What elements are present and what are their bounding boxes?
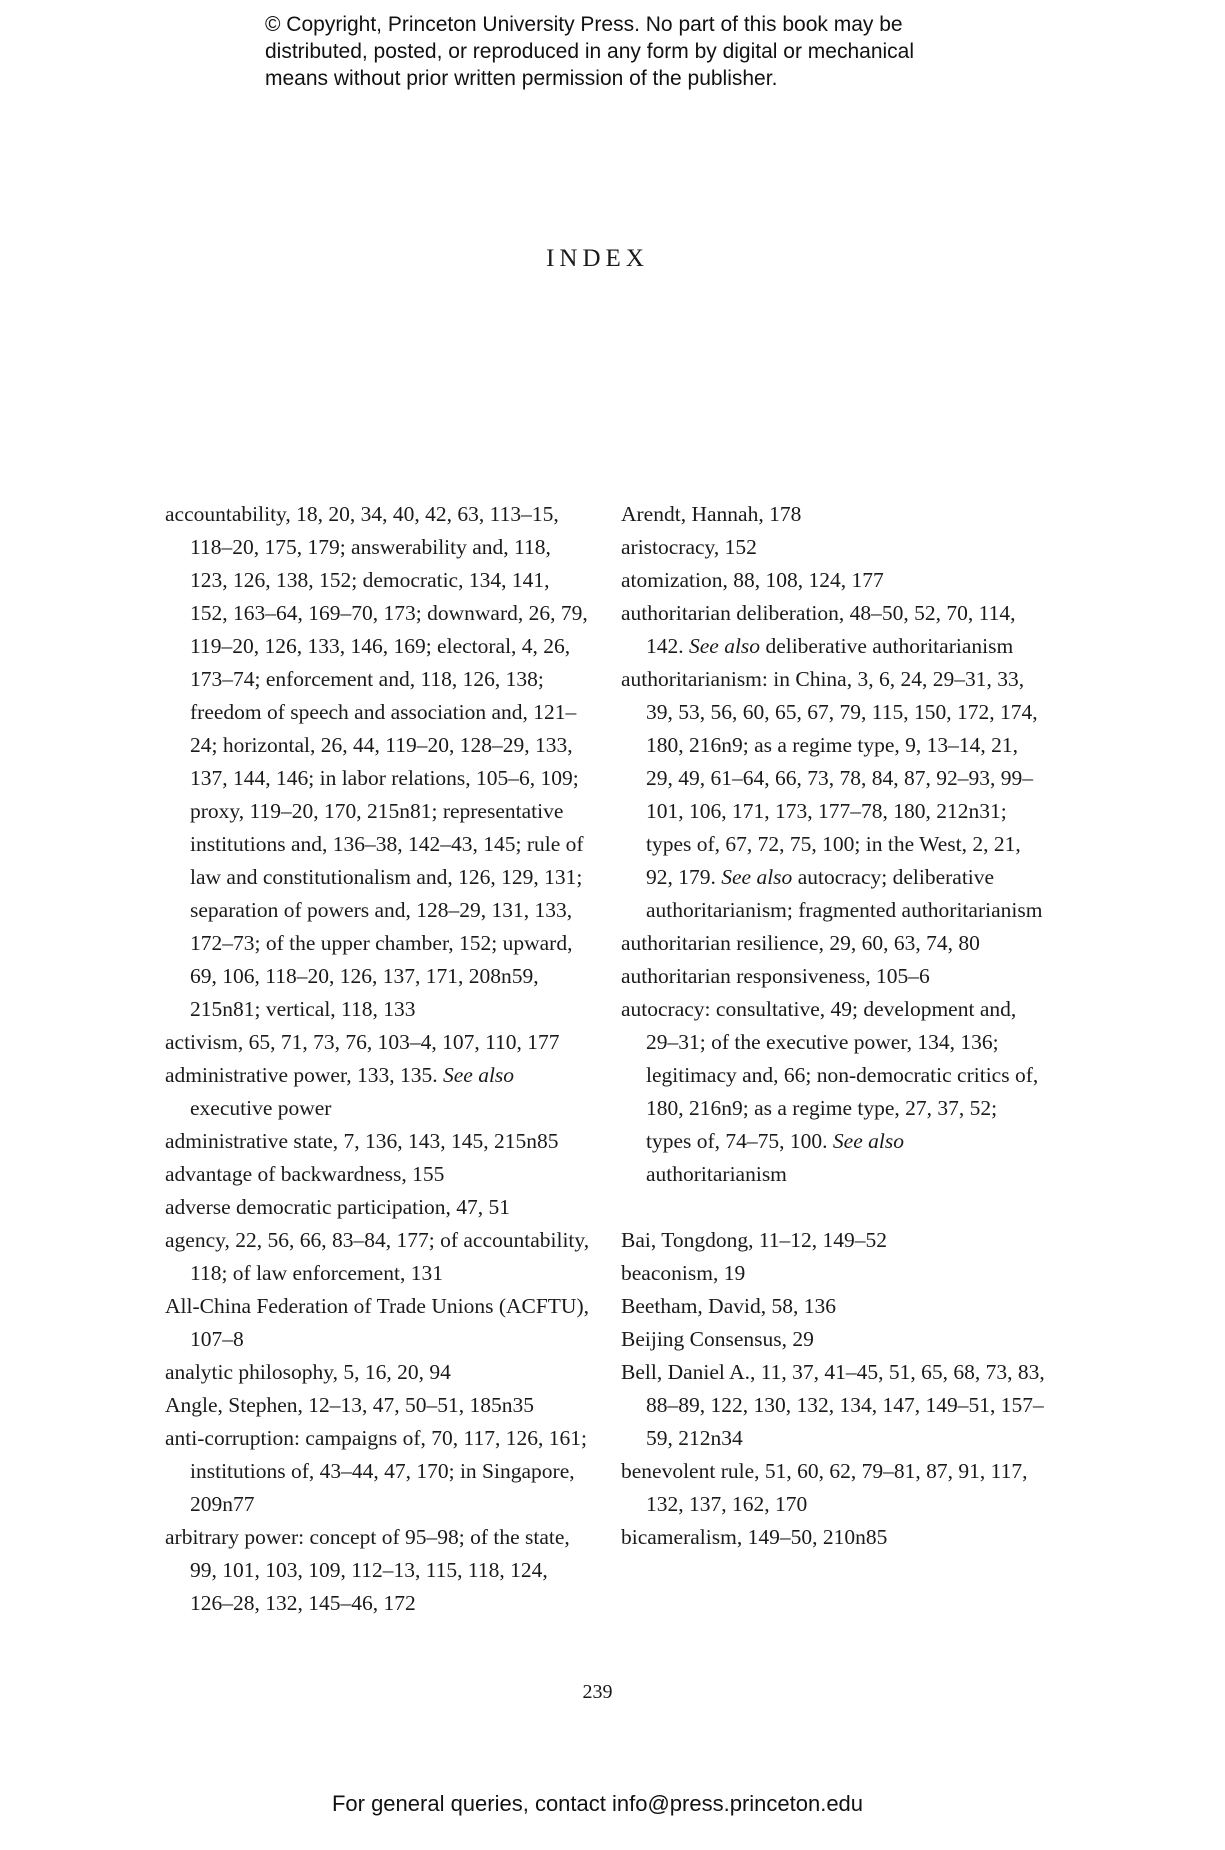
- index-entry-text: activism, 65, 71, 73, 76, 103–4, 107, 110, 177: [165, 1030, 560, 1054]
- index-entry-text: authoritarian responsiveness, 105–6: [621, 964, 930, 988]
- index-entry: [165, 1026, 590, 1059]
- index-entry: [165, 1125, 590, 1158]
- index-entry: [165, 1191, 590, 1224]
- index-entry-text: agency, 22, 56, 66, 83–84, 177; of accountability, 118; of law enforcement, 131: [165, 1228, 590, 1285]
- index-entry-text: authoritarian deliberation, 48–50, 52, 70, 114, 142.: [621, 601, 1016, 658]
- index-entry-text: beaconism, 19: [621, 1261, 746, 1285]
- index-entry-text: arbitrary power: concept of 95–98; of the state, 99, 101, 103, 109, 112–13, 115, 118, 124, 126–28, 132, 145–46, 172: [165, 1525, 570, 1615]
- index-entry-text: advantage of backwardness, 155: [165, 1162, 445, 1186]
- index-entry: [165, 1158, 590, 1191]
- index-entry: [621, 531, 1046, 564]
- section-divider: [621, 1191, 1046, 1224]
- cross-reference-target: autocracy; deliberative authoritarianism; fragmented authoritarianism: [646, 865, 1043, 922]
- index-entry-text: administrative state, 7, 136, 143, 145, 215n85: [165, 1129, 559, 1153]
- index-entry-text: authoritarianism: in China, 3, 6, 24, 29–31, 33, 39, 53, 56, 60, 65, 67, 79, 115, 150, 172, 174, 180, 216n9; as a regime type, 9, 13–14, 21, 29, 49, 61–64, 66, 73, 78, 84, 87, 92–93, 99–101, 106, 171, 173, 177–78, 180, 212n31; types of, 67, 72, 75, 100; in the West, 2, 21, 92, 179.: [621, 667, 1038, 889]
- index-entry-text: authoritarian resilience, 29, 60, 63, 74, 80: [621, 931, 980, 955]
- cross-reference-target: authoritarianism: [646, 1162, 787, 1186]
- index-entry-text: anti-corruption: campaigns of, 70, 117, 126, 161; institutions of, 43–44, 47, 170; in Singapore, 209n77: [165, 1426, 587, 1516]
- index-entry: [621, 960, 1046, 993]
- index-entry-text: Beijing Consensus, 29: [621, 1327, 814, 1351]
- index-entry-text: Beetham, David, 58, 136: [621, 1294, 836, 1318]
- index-entry: [621, 1224, 1046, 1257]
- copyright-line: means without prior written permission of the publisher.: [265, 67, 778, 90]
- index-entry: [621, 1257, 1046, 1290]
- see-also-reference: See also: [721, 865, 793, 889]
- index-entry: [165, 1059, 590, 1125]
- index-entry-text: aristocracy, 152: [621, 535, 757, 559]
- index-entry-text: analytic philosophy, 5, 16, 20, 94: [165, 1360, 451, 1384]
- index-entry-text: Bell, Daniel A., 11, 37, 41–45, 51, 65, 68, 73, 83, 88–89, 122, 130, 132, 134, 147, 149–51, 157–59, 212n34: [621, 1360, 1045, 1450]
- page-title: INDEX: [546, 245, 649, 272]
- index-group-a: [621, 498, 1046, 1191]
- copyright-line: © Copyright, Princeton University Press. No part of this book may be: [265, 13, 903, 36]
- index-entry-text: atomization, 88, 108, 124, 177: [621, 568, 884, 592]
- index-entry: [621, 927, 1046, 960]
- see-also-reference: See also: [689, 634, 761, 658]
- cross-reference-target: executive power: [190, 1096, 332, 1120]
- index-entry-text: administrative power, 133, 135.: [165, 1063, 443, 1087]
- index-entry: [621, 1323, 1046, 1356]
- index-column-right: [621, 498, 1046, 1554]
- index-entry: [165, 498, 590, 1026]
- index-entry: [621, 993, 1046, 1191]
- index-entry: [165, 1356, 590, 1389]
- index-group-b: [621, 1224, 1046, 1554]
- index-entry-text: Bai, Tongdong, 11–12, 149–52: [621, 1228, 888, 1252]
- footer-contact: For general queries, contact info@press.princeton.edu: [331, 1791, 864, 1816]
- index-entry: [165, 1224, 590, 1290]
- index-entry: [621, 663, 1046, 927]
- index-entry: [621, 564, 1046, 597]
- index-entry-text: autocracy: consultative, 49; development and, 29–31; of the executive power, 134, 136; legitimacy and, 66; non-democratic critics of, 180, 216n9; as a regime type, 27, 37, 52; types of, 74–75, 100.: [621, 997, 1039, 1153]
- cross-reference-target: deliberative authoritarianism: [760, 634, 1014, 658]
- index-entry-text: All-China Federation of Trade Unions (ACFTU), 107–8: [165, 1294, 589, 1351]
- index-entry-text: benevolent rule, 51, 60, 62, 79–81, 87, 91, 117, 132, 137, 162, 170: [621, 1459, 1028, 1516]
- index-entry-text: Arendt, Hannah, 178: [621, 502, 802, 526]
- index-entry: [621, 1455, 1046, 1521]
- see-also-reference: See also: [832, 1129, 904, 1153]
- see-also-reference: See also: [443, 1063, 515, 1087]
- index-entry-text: adverse democratic participation, 47, 51: [165, 1195, 511, 1219]
- index-entry: [621, 1290, 1046, 1323]
- index-column-left: [165, 498, 590, 1620]
- index-entry: [165, 1389, 590, 1422]
- index-entry: [621, 1356, 1046, 1455]
- index-entry: [165, 1422, 590, 1521]
- index-entry-text: bicameralism, 149–50, 210n85: [621, 1525, 888, 1549]
- copyright-line: distributed, posted, or reproduced in any form by digital or mechanical: [265, 40, 915, 63]
- page-number: 239: [582, 1681, 613, 1703]
- copyright-notice: [265, 11, 1025, 92]
- index-entry-text: Angle, Stephen, 12–13, 47, 50–51, 185n35: [165, 1393, 535, 1417]
- index-entry: [165, 1521, 590, 1620]
- index-entry: [621, 597, 1046, 663]
- index-entry: [165, 1290, 590, 1356]
- index-entry-text: accountability, 18, 20, 34, 40, 42, 63, 113–15, 118–20, 175, 179; answerability and, 118, 123, 126, 138, 152; democratic, 134, 141, 152, 163–64, 169–70, 173; downward, 26, 79, 119–20, 126, 133, 146, 169; electoral, 4, 26, 173–74; enforcement and, 118, 126, 138; freedom of speech and association and, 121–24; horizontal, 26, 44, 119–20, 128–29, 133, 137, 144, 146; in labor relations, 105–6, 109; proxy, 119–20, 170, 215n81; representative institutions and, 136–38, 142–43, 145; rule of law and constitutionalism and, 126, 129, 131; separation of powers and, 128–29, 131, 133, 172–73; of the upper chamber, 152; upward, 69, 106, 118–20, 126, 137, 171, 208n59, 215n81; vertical, 118, 133: [165, 502, 588, 1021]
- index-entry: [621, 498, 1046, 531]
- index-entry: [621, 1521, 1046, 1554]
